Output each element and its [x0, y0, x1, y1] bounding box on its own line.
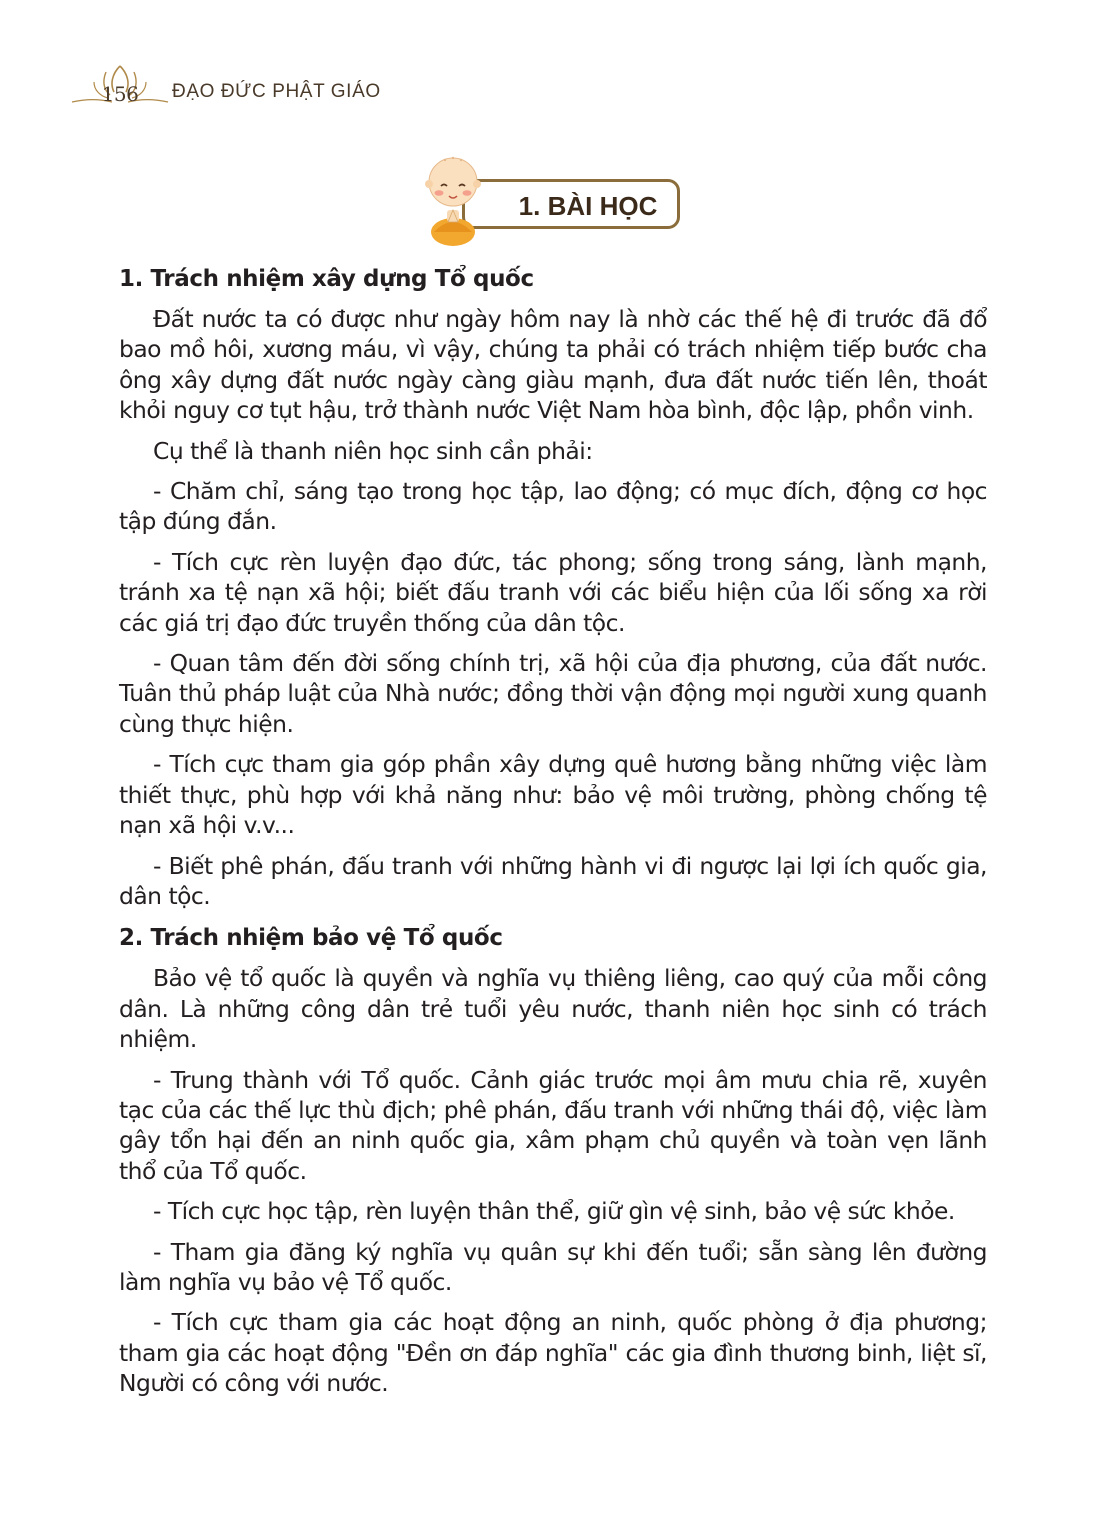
bullet-paragraph: - Tích cực học tập, rèn luyện thân thể, giữ gìn vệ sinh, bảo vệ sức khỏe.	[153, 1197, 955, 1226]
lesson-banner-box	[462, 179, 680, 229]
bullet-paragraph: - Chăm chỉ, sáng tạo trong học tập, lao động; có mục đích, động cơ học tập đúng đắn.	[119, 477, 987, 536]
monk-child-icon	[420, 152, 486, 248]
bullet-paragraph: - Tích cực rèn luyện đạo đức, tác phong; sống trong sáng, lành mạnh, tránh xa tệ nạn xã hội; biết đấu tranh với các biểu hiện của lối sống xa rời các giá trị đạo đức truyền thống của dân tộc.	[119, 547, 987, 637]
bullet-paragraph: - Biết phê phán, đấu tranh với những hành vi đi ngược lại lợi ích quốc gia, dân tộc.	[119, 851, 987, 910]
body-paragraph: Đất nước ta có được như ngày hôm nay là nhờ các thế hệ đi trước đã đổ bao mồ hôi, xương máu, vì vậy, chúng ta phải có trách nhiệm tiếp bước cha ông xây dựng đất nước ngày càng giàu mạnh, đưa đất nước tiến lên, thoát khỏi nguy cơ tụt hậu, trở thành nước Việt Nam hòa bình, độc lập, phồn vinh.	[119, 305, 987, 425]
lesson-banner-label: 1. BÀI HỌC	[518, 191, 658, 221]
lesson-banner	[420, 152, 686, 248]
bullet-paragraph: - Tích cực tham gia góp phần xây dựng quê hương bằng những việc làm thiết thực, phù hợp với khả năng như: bảo vệ môi trường, phòng chống tệ nạn xã hội v.v...	[119, 750, 987, 840]
page-number: 156	[101, 82, 139, 106]
page-header	[70, 62, 400, 112]
lesson-content	[119, 262, 987, 1409]
body-paragraph: Bảo vệ tổ quốc là quyền và nghĩa vụ thiêng liêng, cao quý của mỗi công dân. Là những công dân trẻ tuổi yêu nước, thanh niên học sinh có trách nhiệm.	[119, 964, 987, 1054]
bullet-paragraph: - Tham gia đăng ký nghĩa vụ quân sự khi đến tuổi; sẵn sàng lên đường làm nghĩa vụ bảo vệ Tổ quốc.	[119, 1237, 987, 1296]
bullet-paragraph: - Quan tâm đến đời sống chính trị, xã hội của địa phương, của đất nước. Tuân thủ pháp luật của Nhà nước; đồng thời vận động mọi người xung quanh cùng thực hiện.	[119, 649, 987, 738]
section-heading: 1. Trách nhiệm xây dựng Tổ quốc	[119, 266, 534, 292]
bullet-paragraph: - Tích cực tham gia các hoạt động an ninh, quốc phòng ở địa phương; tham gia các hoạt động "Đền ơn đáp nghĩa" các gia đình thương binh, liệt sĩ, Người có công với nước.	[119, 1308, 987, 1398]
book-title: ĐẠO ĐỨC PHẬT GIÁO	[172, 81, 381, 102]
section-heading: 2. Trách nhiệm bảo vệ Tổ quốc	[119, 925, 503, 952]
body-paragraph: Cụ thể là thanh niên học sinh cần phải:	[153, 436, 593, 465]
bullet-paragraph: - Trung thành với Tổ quốc. Cảnh giác trước mọi âm mưu chia rẽ, xuyên tạc của các thế lực thù địch; phê phán, đấu tranh với những thái độ, việc làm gây tổn hại đến an ninh quốc gia, xâm phạm chủ quyền và toàn vẹn lãnh thổ của Tổ quốc.	[119, 1065, 987, 1185]
